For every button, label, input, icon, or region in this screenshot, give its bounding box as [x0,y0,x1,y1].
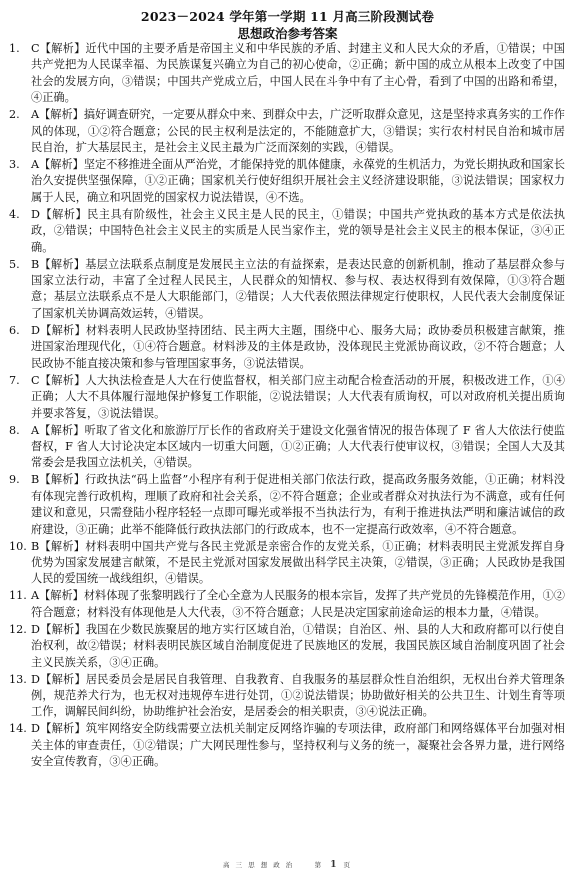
item-explanation: 【解析】材料表明中国共产党与各民主党派是亲密合作的友党关系，①正确；材料表明民主党派发挥自身优势为国家发展建言献策，不是民主党派对国家发展做出科学民主决策，②错误，③正确；人民政协是我国人民的爱国统一战线组织，④错误。 [31,539,565,586]
answer-list [9,41,565,771]
item-answer: D [31,672,40,686]
item-explanation: 【解析】搞好调查研究，一定要从群众中来、到群众中去，广泛听取群众意见，这是坚持求真务实的工作作风的体现，①②符合题意；公民的民主权利是法定的，不能随意扩大，③错误；实行农村村民自治和城市居民自治，扩大基层民主，是社会主义民主最为广泛而深刻的实践，④错误。 [31,108,565,155]
item-explanation: 【解析】坚定不移推进全面从严治党，才能保持党的肌体健康，永葆党的生机活力，为党长期执政和国家长治久安提供坚强保障，①②正确；国家机关行使好组织开展社会主义经济建设职能，③说法错误；国家权力属于人民，确立和巩固党的国家权力说法错误，④不选。 [31,158,565,204]
item-answer: D [31,207,40,221]
item-answer: D [31,622,40,636]
answer-item [9,472,565,538]
answer-item [9,157,565,206]
item-answer: D [31,722,40,736]
answer-item [9,539,565,588]
footer-page-suffix: 页 [343,861,353,869]
answer-item [9,423,565,472]
document-subtitle: 思想政治参考答案 [237,26,338,41]
item-number: 5. [9,257,20,271]
item-answer: A [31,108,40,122]
footer-subject: 高 三 思 想 政 治 [222,861,295,869]
item-explanation: 【解析】民主具有阶级性，社会主义民主是人民的民主，①错误；中国共产党执政的基本方式是依法执政，②错误；中国特色社会主义民主的实质是人民当家作主，党的领导是社会主义民主的根本保证，③④正确。 [31,207,565,254]
answer-item [9,721,565,770]
item-answer: A [31,158,40,172]
item-number: 1. [9,42,20,55]
document-title: 2023－2024 学年第一学期 11 月高三阶段测试卷 [140,9,435,24]
item-number: 9. [9,473,20,487]
footer-page-number: 1 [330,860,337,870]
answer-item [9,672,565,721]
item-explanation: 【解析】听取了省文化和旅游厅厅长作的省政府关于建设文化强省情况的报告体现了 F 省人大依法行使监督权，F 省人大讨论决定本区域内一切重大问题，①②正确；人大代表行使审议权，③错误；全国人大及其常委会是我国立法机关，④错误。 [31,423,565,470]
item-explanation: 【解析】近代中国的主要矛盾是帝国主义和中华民族的矛盾、封建主义和人民大众的矛盾，①错误；中国共产党把为人民谋幸福、为民族谋复兴确立为自己的初心使命，②正确；新中国的成立从根本上改变了中国社会的发展方向，③错误；中国共产党成立后，中国人民在斗争中有了主心骨，看到了中国的出路和希望，④正确。 [31,42,565,105]
item-number: 10. [9,539,27,553]
item-answer: C [31,373,40,387]
page-footer [0,860,575,870]
item-number: 3. [9,158,20,172]
footer-page-prefix: 第 [314,861,324,869]
item-explanation: 【解析】人大执法检查是人大在行使监督权，相关部门应主动配合检查活动的开展，积极改进工作，①④正确；人大不具体履行湿地保护修复工作职能，②说法错误；人大代表有质询权，可以对政府机关提出质询并要求答复，③说法错误。 [31,373,565,420]
answer-item [9,373,565,422]
item-answer: B [31,473,40,487]
item-answer: D [31,323,40,337]
item-explanation: 【解析】材料体现了张黎明践行了全心全意为人民服务的根本宗旨，发挥了共产党员的先锋模范作用，①②符合题意；材料没有体现他是人大代表，③不符合题意；人民是决定国家前途命运的根本力量，④错误。 [31,589,565,619]
item-explanation: 【解析】基层立法联系点制度是发展民主立法的有益探索，是表达民意的创新机制，推动了基层群众参与国家立法行动，丰富了全过程人民民主，人民群众的知情权、参与权、表达权得到有效保障，①③符合题意；基层立法联系点不是人大职能部门，②错误；人大代表依照法律规定行使职权，人民代表大会制度保证了国家机关协调高效运转，④错误。 [31,257,565,320]
item-number: 14. [9,722,27,736]
item-number: 7. [9,373,20,387]
item-number: 8. [9,423,20,437]
answer-item [9,257,565,323]
item-explanation: 【解析】材料表明人民政协坚持团结、民主两大主题，围绕中心、服务大局；政协委员积极建言献策，推进国家治理现代化，①④符合题意。材料涉及的主体是政协，没体现民主党派协商议政，②不符合题意；人民政协不能直接决策和参与管理国家事务，③说法错误。 [31,323,565,370]
item-explanation: 【解析】居民委员会是居民自我管理、自我教育、自我服务的基层群众性自治组织，无权出台养犬管理条例，规范养犬行为，也无权对违规停车进行处罚，①②说法错误；协助做好相关的公共卫生、计划生育等项工作，调解民间纠纷，协助维护社会治安，是居委会的相关职责，③④说法正确。 [31,672,565,719]
item-number: 12. [9,622,27,636]
item-number: 11. [9,589,27,603]
item-answer: B [31,257,40,271]
item-explanation: 【解析】行政执法“码上监督”小程序有利于促进相关部门依法行政，提高政务服务效能，①正确；材料没有体现完善行政机构，理顺了政府和社会关系，②不符合题意；企业或者群众对执法行为不满意，或有任何建议和意见，只需登陆小程序轻轻一点即可曝光或举报不当执法行为，有利于推进执法严明和廉洁诚信的政府建设，③正确；此举不能降低行政执法部门的行政成本，也不一定提高行政效率，④不符合题意。 [31,473,565,536]
item-explanation: 【解析】我国在少数民族聚居的地方实行区域自治，①错误；自治区、州、县的人大和政府都可以行使自治权利，故②错误；材料表明民族区域自治制度促进了民族地区的发展，我国民族区域自治制度巩固了社会主义民族关系，③④正确。 [31,622,565,669]
item-answer: A [31,423,40,437]
answer-item [9,207,565,256]
answer-item [9,41,565,107]
item-number: 6. [9,323,20,337]
item-number: 4. [9,207,20,221]
answer-item [9,622,565,671]
item-number: 2. [9,108,20,122]
answer-item [9,107,565,156]
item-answer: B [31,539,40,553]
item-explanation: 【解析】筑牢网络安全防线需要立法机关制定反网络诈骗的专项法律，政府部门和网络媒体平台加强对相关主体的审查责任，①②错误；广大网民理性参与，坚持权利与义务的统一，凝聚社会各界力量，进行网络安全宣传教育，③④正确。 [31,722,565,769]
item-answer: A [31,589,40,603]
item-answer: C [31,42,40,55]
answer-item [9,323,565,372]
item-number: 13. [9,672,27,686]
answer-item [9,588,565,621]
